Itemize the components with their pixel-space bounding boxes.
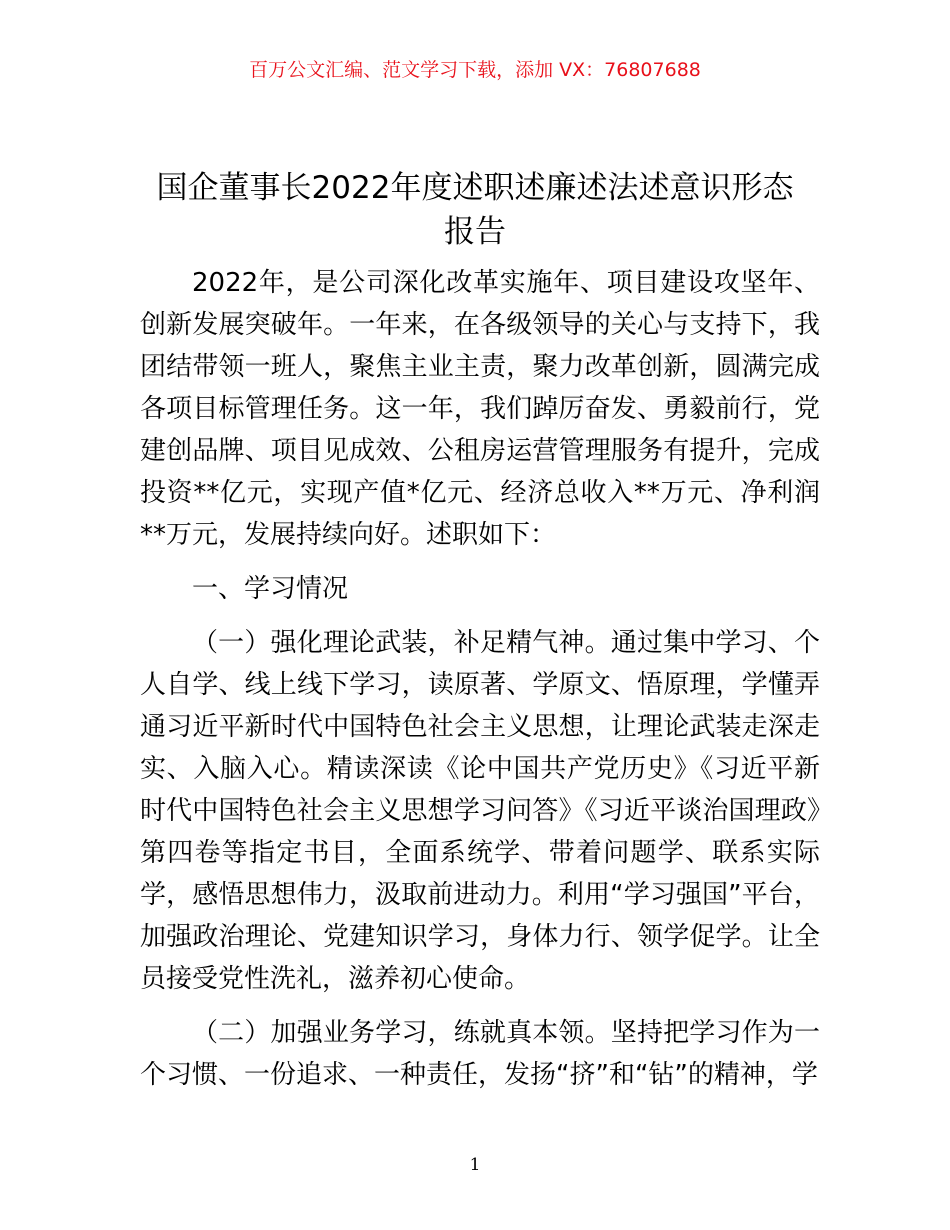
paragraph-intro: 2022年，是公司深化改革实施年、项目建设攻坚年、创新发展突破年。一年来，在各级领导的关心与支持下，我团结带领一班人，聚焦主业主责，聚力改革创新，圆满完成各项目标管理任务。这一年，我们踔厉奋发、勇毅前行，党建创品牌、项目见成效、公租房运营管理服务有提升，完成投资**亿元，实现产值*亿元、经济总收入**万元、净利润**万元，发展持续向好。述职如下：	[140, 268, 820, 550]
paragraph-business-study: （二）加强业务学习，练就真本领。坚持把学习作为一个习惯、一份追求、一种责任，发扬“挤”和“钻”的精神，学	[140, 1018, 820, 1090]
paragraph-theory: （一）强化理论武装，补足精气神。通过集中学习、个人自学、线上线下学习，读原著、学原文、悟原理，学懂弄通习近平新时代中国特色社会主义思想，让理论武装走深走实、入脑入心。精读深读《论中国共产党历史》《习近平新时代中国特色社会主义思想学习问答》《习近平谈治国理政》第四卷等指定书目，全面系统学、带着问题学、联系实际学，感悟思想伟力，汲取前进动力。利用“学习强国”平台，加强政治理论、党建知识学习，身体力行、领学促学。让全员接受党性洗礼，滋养初心使命。	[140, 628, 820, 994]
document-title	[100, 166, 850, 254]
header-banner: 百万公文汇编、范文学习下载，添加 VX：76807688	[249, 59, 701, 81]
title-line-2: 报告	[444, 214, 506, 250]
document-body	[140, 262, 820, 1108]
title-line-1: 国企董事长2022年度述职述廉述法述意识形态	[156, 170, 794, 206]
page-number: 1	[469, 1155, 481, 1175]
section-heading-study: 一、学习情况	[192, 574, 349, 604]
